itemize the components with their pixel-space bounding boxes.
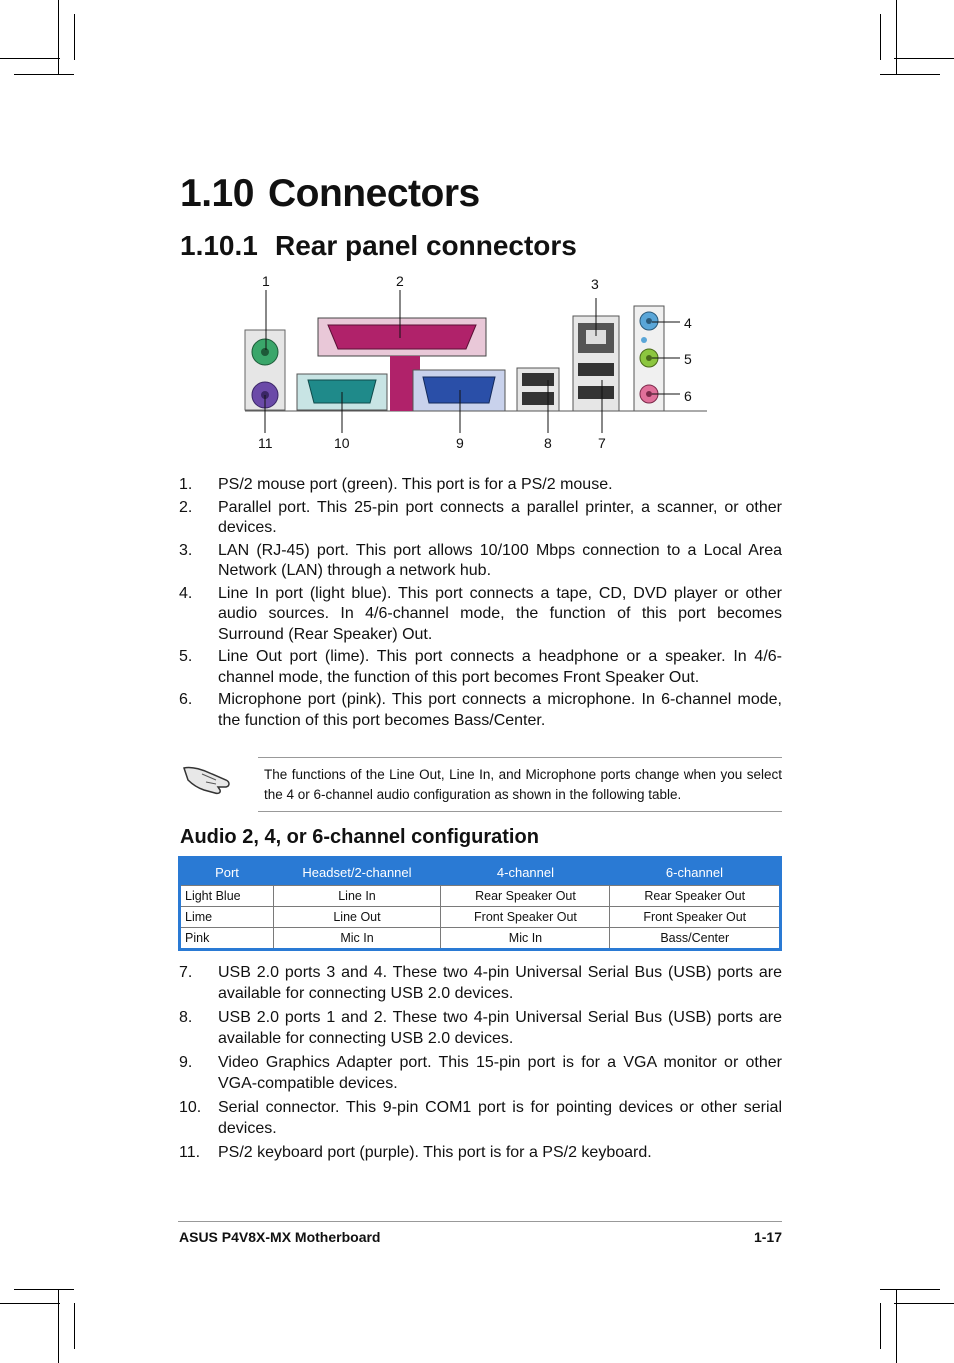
table-cell: Bass/Center [610,928,781,950]
list-item: 7. USB 2.0 ports 3 and 4. These two 4-pin Universal Serial Bus (USB) ports are available for connecting USB 2.0 devices. [179,964,782,1002]
crop-mark [0,1303,60,1304]
list-item: 5. Line Out port (lime). This port connects a headphone or a speaker. In 4/6-channel mode, the function of this port becomes Front Speaker Out. [179,648,782,686]
list-item: 10. Serial connector. This 9-pin COM1 port is for pointing devices or other serial devices. [179,1099,782,1137]
callout-5: 5 [684,351,692,367]
list-item: 11. PS/2 keyboard port (purple). This port is for a PS/2 keyboard. [179,1144,652,1161]
table-row [180,907,781,928]
crop-mark [14,1289,74,1290]
callout-7: 7 [598,435,606,451]
crop-mark [896,1289,897,1363]
list-item: 6. Microphone port (pink). This port connects a microphone. In 6-channel mode, the function of this port becomes Bass/Center. [179,691,782,729]
table-cell: Rear Speaker Out [441,886,610,907]
subsection-number: 1.10.1 [180,230,258,261]
list-item: 3. LAN (RJ-45) port. This port allows 10/100 Mbps connection to a Local Area Network (LAN) through a network hub. [179,541,782,579]
section-title: Connectors [268,172,480,215]
table-cell: Mic In [273,928,441,950]
callout-1: 1 [262,273,270,289]
table-title: Audio 2, 4, or 6-channel configuration [180,826,539,848]
crop-mark [880,1303,881,1349]
table-cell: Lime [180,907,274,928]
page-number: 1-17 [753,1229,782,1245]
callout-9: 9 [456,435,464,451]
crop-mark [14,74,74,75]
table-header: 6-channel [610,858,781,886]
callout-2: 2 [396,273,404,289]
footer-divider [178,1221,782,1222]
crop-mark [896,0,897,74]
table-header: Port [180,858,274,886]
rear-panel-illustration [240,270,710,455]
table-header: 4-channel [441,858,610,886]
list-item: 1. PS/2 mouse port (green). This port is for a PS/2 mouse. [179,476,613,493]
note-divider [258,757,782,758]
callout-3: 3 [591,276,599,292]
connector-list-second [179,963,782,1168]
crop-mark [880,74,940,75]
table-cell: Line In [273,886,441,907]
table-cell: Front Speaker Out [441,907,610,928]
callout-8: 8 [544,435,552,451]
note-text: The functions of the Line Out, Line In, and Microphone ports change when you select the 4 or 6-channel audio configuration as shown in the following table. [264,767,782,802]
crop-mark [0,58,60,59]
callout-10: 10 [334,435,350,451]
table-cell: Mic In [441,928,610,950]
crop-mark [74,14,75,60]
section-number: 1.10 [180,172,254,215]
callout-11: 11 [258,435,273,451]
list-item: 9. Video Graphics Adapter port. This 15-pin port is for a VGA monitor or other VGA-compatible devices. [179,1054,782,1092]
crop-mark [58,1289,59,1363]
callout-6: 6 [684,388,692,404]
subsection-title [180,230,577,262]
crop-mark [880,14,881,60]
table-row [180,886,781,907]
callout-4: 4 [684,315,692,331]
connector-list-first [179,475,782,733]
audio-config-table [178,856,782,951]
page-title [180,172,480,216]
table-cell: Light Blue [180,886,274,907]
table-cell: Pink [180,928,274,950]
table-cell: Front Speaker Out [610,907,781,928]
pointing-hand-icon [182,760,232,800]
list-item: 4. Line In port (light blue). This port connects a tape, CD, DVD player or other audio sources. In 4/6-channel mode, the function of this port becomes Surround (Rear Speaker) Out. [179,584,782,643]
footer-title: ASUS P4V8X-MX Motherboard [179,1229,381,1245]
note-divider [258,811,782,812]
list-item: 8. USB 2.0 ports 1 and 2. These two 4-pin Universal Serial Bus (USB) ports are available for connecting USB 2.0 devices. [179,1009,782,1047]
table-row [180,928,781,950]
subsection-label: Rear panel connectors [275,230,577,261]
table-cell: Line Out [273,907,441,928]
crop-mark [74,1303,75,1349]
rear-panel-diagram [240,270,710,455]
crop-mark [880,1289,940,1290]
crop-mark [894,58,954,59]
table-header: Headset/2-channel [273,858,441,886]
table-cell: Rear Speaker Out [610,886,781,907]
table-header-row [180,858,781,886]
list-item: 2. Parallel port. This 25-pin port connects a parallel printer, a scanner, or other devices. [179,498,782,536]
crop-mark [58,0,59,74]
crop-mark [894,1303,954,1304]
